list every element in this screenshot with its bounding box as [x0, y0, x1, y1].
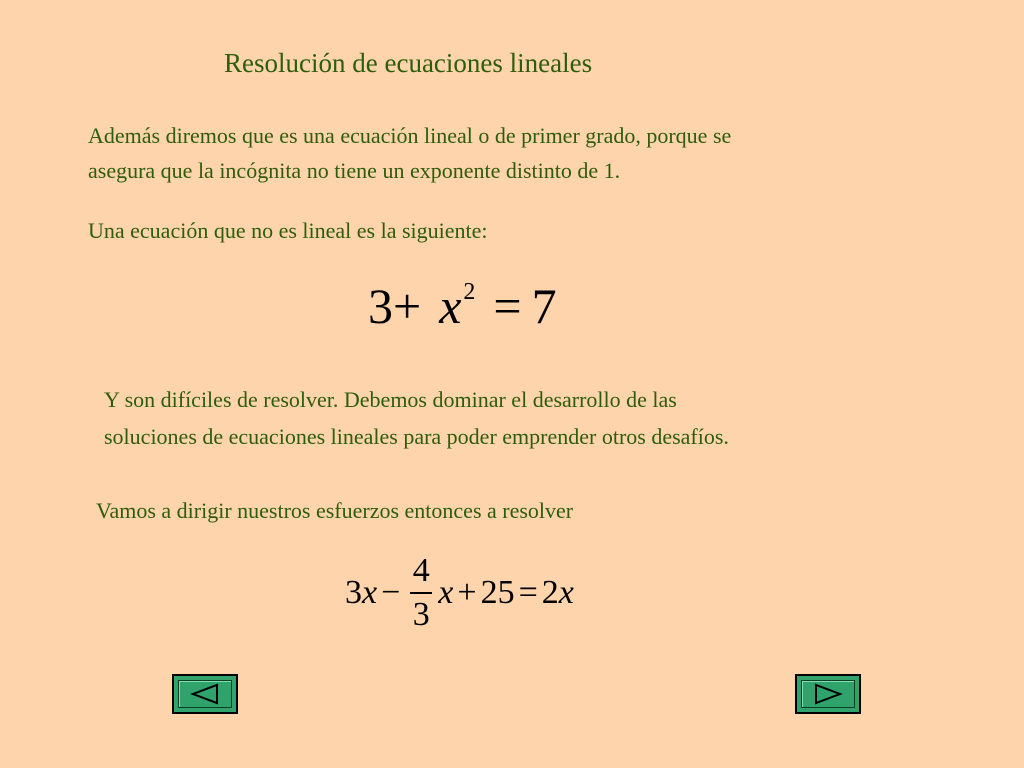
fraction-denominator: 3 [412, 596, 430, 633]
equation1-plus: + [393, 278, 422, 334]
nonlinear-equation [368, 276, 557, 346]
equation2-term2: x [438, 574, 454, 611]
paragraph-difficulty-line1: Y son difíciles de resolver. Debemos dominar el desarrollo de las [104, 387, 677, 412]
paragraph-nonlinear-intro: Una ecuación que no es lineal es la siguiente: [88, 218, 488, 243]
equation2-equals: = [518, 574, 538, 611]
triangle-left-icon [190, 683, 220, 705]
equation1-constant: 3 [368, 278, 393, 334]
paragraph-difficulty-line2: soluciones de ecuaciones lineales para poder emprender otros desafíos. [104, 424, 729, 449]
equation1-rhs: 7 [531, 278, 557, 334]
equation2-constant: 25 [480, 574, 515, 611]
equation2-rhs: 2x [541, 574, 574, 611]
triangle-right-icon [813, 683, 843, 705]
paragraph-goal: Vamos a dirigir nuestros esfuerzos entonces a resolver [96, 498, 574, 523]
equation2-plus: + [457, 574, 477, 611]
paragraph-linear-definition-line1: Además diremos que es una ecuación lineal o de primer grado, porque se [88, 123, 732, 148]
next-slide-button[interactable] [795, 674, 861, 714]
linear-equation [345, 552, 574, 634]
previous-button-face [178, 680, 232, 708]
fraction-numerator: 4 [412, 552, 430, 589]
equation1-equals: = [493, 278, 522, 334]
previous-slide-button[interactable] [172, 674, 238, 714]
equation2-minus: − [381, 574, 401, 611]
equation2-fraction [410, 552, 432, 634]
equation1-exponent: 2 [463, 279, 476, 305]
next-button-face [801, 680, 855, 708]
fraction-bar [410, 592, 432, 594]
slide-title: Resolución de ecuaciones lineales [224, 48, 593, 78]
equation2-term1: 3x [345, 574, 378, 611]
equation1-variable: x [439, 278, 462, 334]
paragraph-linear-definition-line2: asegura que la incógnita no tiene un exponente distinto de 1. [88, 158, 621, 183]
